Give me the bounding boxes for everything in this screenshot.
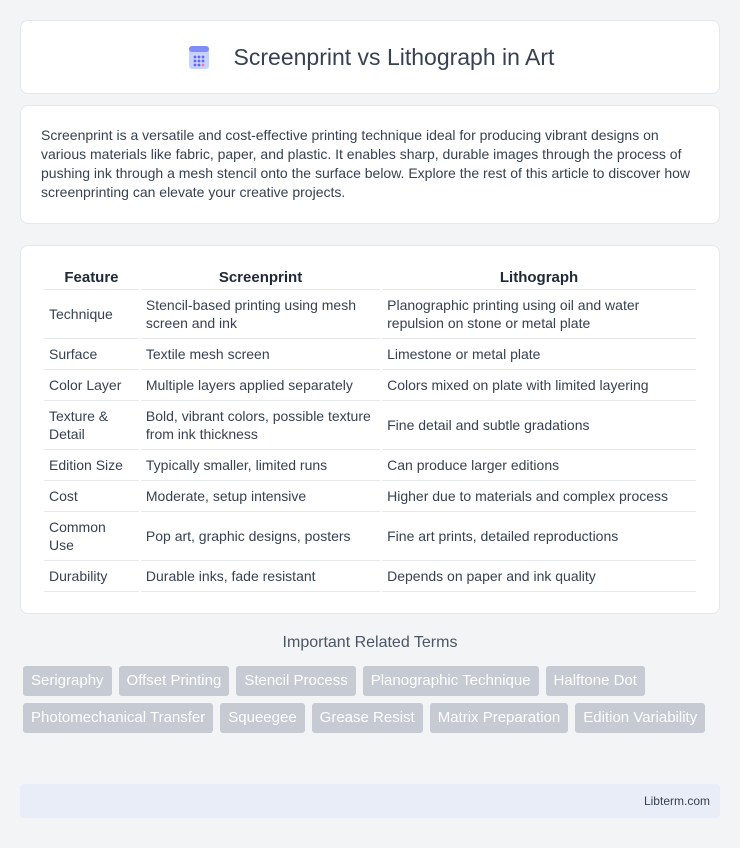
table-cell: Colors mixed on plate with limited layering xyxy=(382,370,696,401)
title-card xyxy=(20,20,720,94)
intro-text: Screenprint is a versatile and cost-effective printing technique ideal for producing vibrant designs on various materials like fabric, paper, and plastic. It enables sharp, durable images through the process of pushing ink through a mesh stencil onto the surface below. Explore the rest of this article to discover how screenprinting can elevate your creative projects. xyxy=(41,127,691,200)
document-grid-icon xyxy=(186,44,212,70)
table-cell: Planographic printing using oil and water repulsion on stone or metal plate xyxy=(382,290,696,339)
table-cell: Color Layer xyxy=(44,370,139,401)
table-row xyxy=(44,339,696,370)
table-row xyxy=(44,401,696,450)
footer xyxy=(20,784,720,818)
table-row xyxy=(44,450,696,481)
table-row xyxy=(44,561,696,592)
comparison-table xyxy=(42,264,698,592)
column-header: Feature xyxy=(44,264,139,290)
table-cell: Fine art prints, detailed reproductions xyxy=(382,512,696,561)
table-row xyxy=(44,481,696,512)
table-cell: Textile mesh screen xyxy=(141,339,380,370)
term-tag[interactable]: Squeegee xyxy=(220,703,304,733)
table-cell: Stencil-based printing using mesh screen and ink xyxy=(141,290,380,339)
term-tag[interactable]: Planographic Technique xyxy=(363,666,539,696)
comparison-card xyxy=(20,245,720,614)
term-tag[interactable]: Photomechanical Transfer xyxy=(23,703,213,733)
term-tag[interactable]: Stencil Process xyxy=(236,666,355,696)
table-row xyxy=(44,290,696,339)
table-cell: Texture & Detail xyxy=(44,401,139,450)
table-cell: Fine detail and subtle gradations xyxy=(382,401,696,450)
table-cell: Cost xyxy=(44,481,139,512)
table-cell: Limestone or metal plate xyxy=(382,339,696,370)
table-row xyxy=(44,370,696,401)
table-cell: Bold, vibrant colors, possible texture from ink thickness xyxy=(141,401,380,450)
table-cell: Durability xyxy=(44,561,139,592)
table-cell: Higher due to materials and complex process xyxy=(382,481,696,512)
table-row xyxy=(44,512,696,561)
term-tag[interactable]: Edition Variability xyxy=(575,703,705,733)
table-header-row xyxy=(44,264,696,290)
column-header: Screenprint xyxy=(141,264,380,290)
page-title: Screenprint vs Lithograph in Art xyxy=(233,43,555,70)
table-cell: Durable inks, fade resistant xyxy=(141,561,380,592)
table-cell: Surface xyxy=(44,339,139,370)
table-cell: Edition Size xyxy=(44,450,139,481)
table-cell: Pop art, graphic designs, posters xyxy=(141,512,380,561)
table-cell: Typically smaller, limited runs xyxy=(141,450,380,481)
column-header: Lithograph xyxy=(382,264,696,290)
term-tag[interactable]: Offset Printing xyxy=(119,666,230,696)
related-terms-title: Important Related Terms xyxy=(282,634,458,651)
footer-site-link[interactable]: Libterm.com xyxy=(643,794,710,808)
term-tag[interactable]: Halftone Dot xyxy=(546,666,645,696)
table-cell: Multiple layers applied separately xyxy=(141,370,380,401)
term-tag[interactable]: Grease Resist xyxy=(312,703,423,733)
table-cell: Depends on paper and ink quality xyxy=(382,561,696,592)
term-tag[interactable]: Matrix Preparation xyxy=(430,703,569,733)
intro-card xyxy=(20,105,720,224)
table-cell: Common Use xyxy=(44,512,139,561)
related-terms-list xyxy=(23,666,723,740)
table-cell: Technique xyxy=(44,290,139,339)
table-cell: Can produce larger editions xyxy=(382,450,696,481)
table-cell: Moderate, setup intensive xyxy=(141,481,380,512)
term-tag[interactable]: Serigraphy xyxy=(23,666,112,696)
